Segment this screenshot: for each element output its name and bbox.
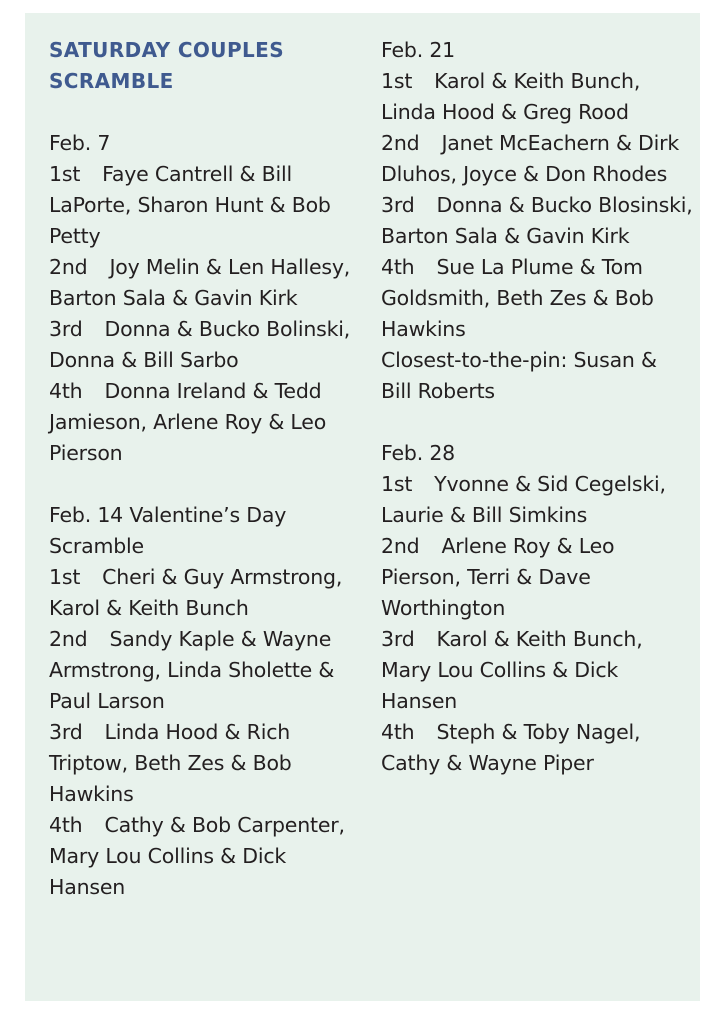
result-entry — [49, 376, 355, 469]
result-entry — [381, 469, 693, 531]
spacer — [49, 97, 355, 128]
section-feb-28 — [381, 438, 693, 779]
section-date: Feb. 14 Valentine’s Day Scramble — [49, 503, 287, 558]
result-entry — [49, 810, 355, 903]
result-names: Cathy & Bob Carpenter, Mary Lou Collins & Dick Hansen — [49, 813, 345, 899]
result-place: 4th — [381, 255, 415, 279]
result-entry — [381, 531, 693, 624]
result-place: 1st — [381, 69, 413, 93]
result-entry — [49, 159, 355, 252]
result-names: Donna & Bucko Bolinski, Donna & Bill Sarbo — [49, 317, 351, 372]
result-place: 2nd — [381, 534, 420, 558]
section-feb-14 — [49, 500, 355, 903]
result-place: 2nd — [49, 255, 88, 279]
result-names: Janet McEachern & Dirk Dluhos, Joyce & Don Rhodes — [381, 131, 680, 186]
result-names: Arlene Roy & Leo Pierson, Terri & Dave Worthington — [381, 534, 615, 620]
section-date: Feb. 28 — [381, 441, 456, 465]
closest-to-pin-note: Closest-to-the-pin: Susan & Bill Roberts — [381, 348, 657, 403]
result-place: 4th — [381, 720, 415, 744]
result-entry — [381, 66, 693, 128]
section-feb-21 — [381, 35, 693, 407]
result-place: 2nd — [381, 131, 420, 155]
result-names: Karol & Keith Bunch, Linda Hood & Greg Rood — [381, 69, 641, 124]
result-names: Donna Ireland & Tedd Jamieson, Arlene Roy & Leo Pierson — [49, 379, 327, 465]
left-column — [49, 35, 355, 903]
result-names: Steph & Toby Nagel, Cathy & Wayne Piper — [381, 720, 641, 775]
result-names: Sandy Kaple & Wayne Armstrong, Linda Sholette & Paul Larson — [49, 627, 335, 713]
result-place: 4th — [49, 379, 83, 403]
right-column — [381, 35, 693, 779]
result-names: Linda Hood & Rich Triptow, Beth Zes & Bob Hawkins — [49, 720, 292, 806]
result-entry — [49, 717, 355, 810]
results-panel — [25, 13, 700, 1001]
result-entry — [381, 624, 693, 717]
result-entry — [381, 252, 693, 345]
result-entry — [49, 624, 355, 717]
result-place: 3rd — [381, 627, 415, 651]
result-place: 3rd — [49, 720, 83, 744]
result-names: Cheri & Guy Armstrong, Karol & Keith Bunch — [49, 565, 343, 620]
page-title: SATURDAY COUPLES SCRAMBLE — [49, 38, 285, 93]
result-names: Karol & Keith Bunch, Mary Lou Collins & Dick Hansen — [381, 627, 643, 713]
result-names: Donna & Bucko Blosinski, Barton Sala & Gavin Kirk — [381, 193, 693, 248]
result-place: 1st — [49, 565, 81, 589]
result-entry — [49, 314, 355, 376]
section-feb-7 — [49, 128, 355, 469]
result-names: Joy Melin & Len Hallesy, Barton Sala & Gavin Kirk — [49, 255, 351, 310]
result-entry — [381, 128, 693, 190]
section-date: Feb. 21 — [381, 38, 456, 62]
result-entry — [381, 717, 693, 779]
result-place: 4th — [49, 813, 83, 837]
result-names: Sue La Plume & Tom Goldsmith, Beth Zes & Bob Hawkins — [381, 255, 654, 341]
section-date: Feb. 7 — [49, 131, 111, 155]
result-entry — [49, 562, 355, 624]
result-place: 3rd — [49, 317, 83, 341]
result-names: Faye Cantrell & Bill LaPorte, Sharon Hunt & Bob Petty — [49, 162, 331, 248]
result-place: 3rd — [381, 193, 415, 217]
spacer — [49, 469, 355, 500]
result-place: 1st — [49, 162, 81, 186]
result-names: Yvonne & Sid Cegelski, Laurie & Bill Simkins — [381, 472, 666, 527]
result-entry — [381, 190, 693, 252]
result-place: 1st — [381, 472, 413, 496]
result-entry — [49, 252, 355, 314]
spacer — [381, 407, 693, 438]
result-place: 2nd — [49, 627, 88, 651]
